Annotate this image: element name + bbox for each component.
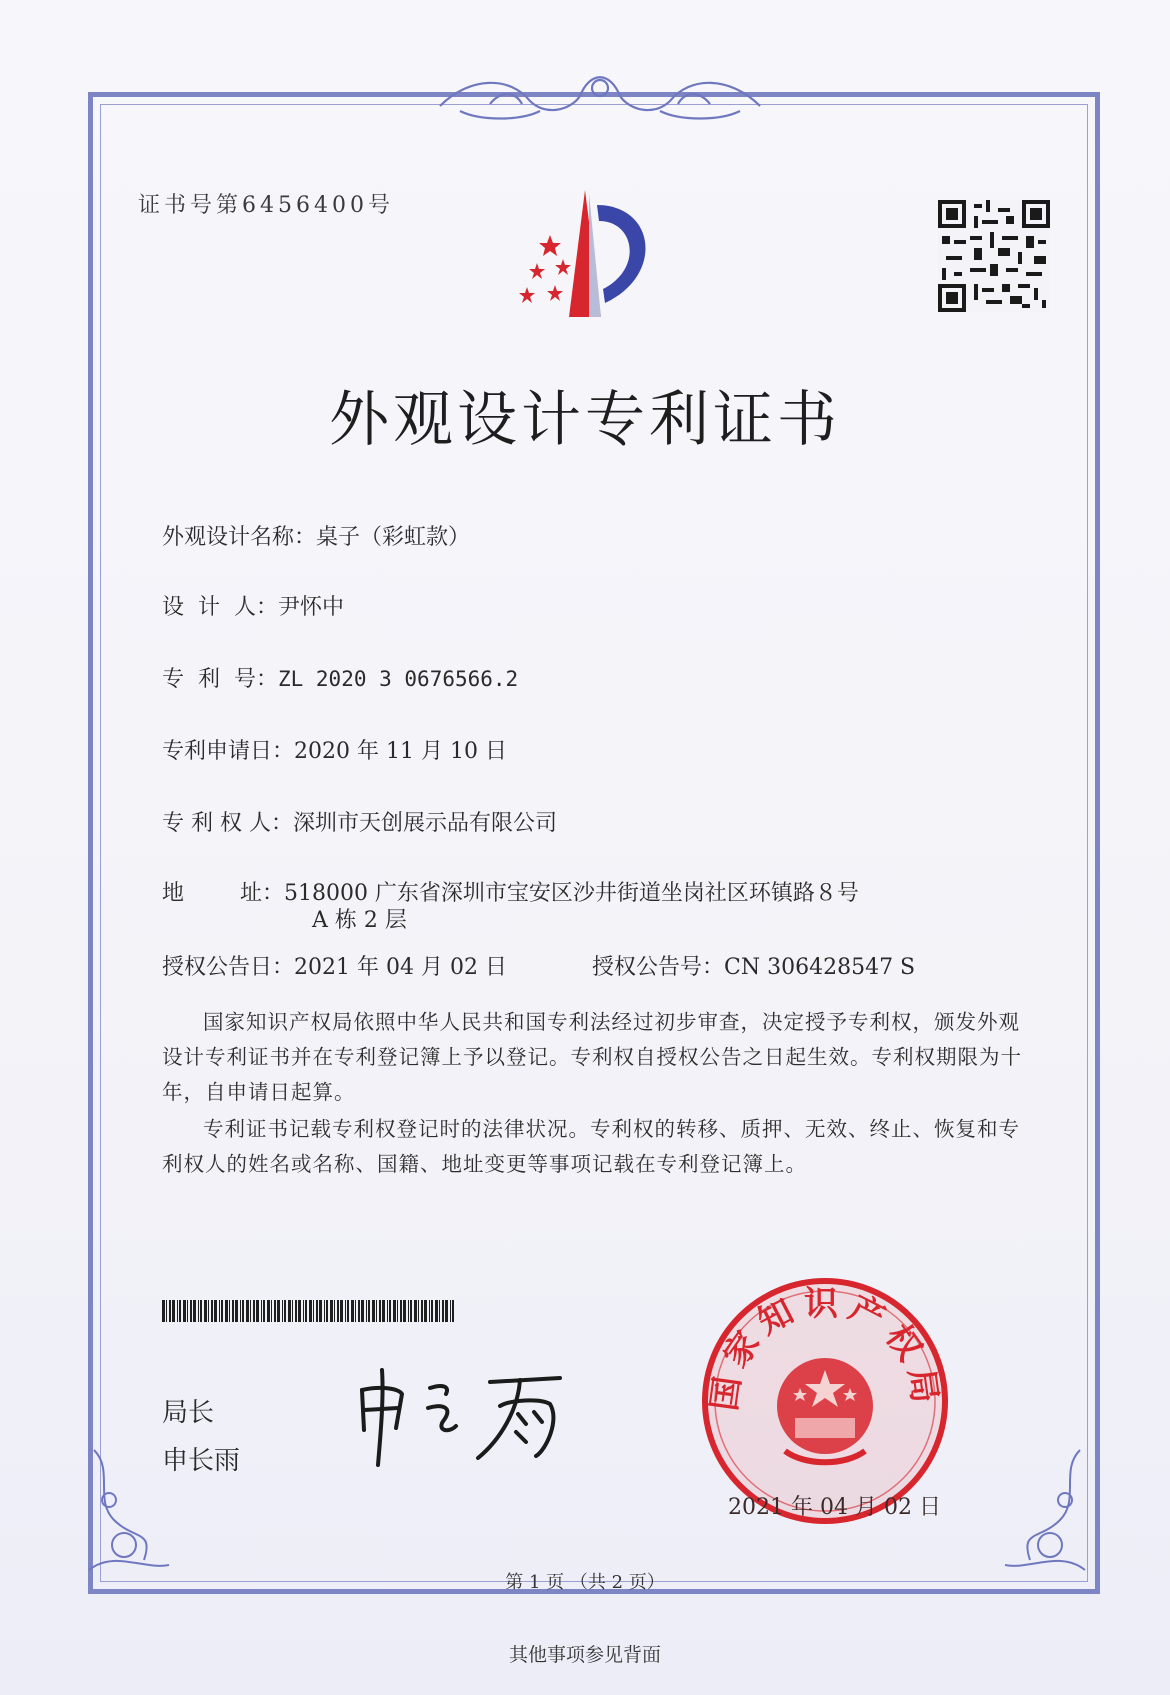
footer-note: 其他事项参见背面	[508, 1644, 661, 1666]
field-value: 2020 年 11 月 10 日	[294, 739, 507, 764]
field-address	[162, 876, 859, 907]
field-label: 专 利 号：	[162, 667, 278, 692]
field-value: 2021 年 04 月 02 日	[294, 955, 507, 980]
corner-ornament-right-icon	[1000, 1440, 1090, 1580]
field-design-name	[162, 520, 470, 551]
field-address-line2: A 栋 2 层	[312, 908, 407, 933]
field-label: 地 址：	[162, 881, 284, 906]
field-value: ZL 2020 3 0676566.2	[277, 667, 519, 691]
field-label: 外观设计名称：	[162, 525, 317, 550]
field-label: 设 计 人：	[162, 595, 278, 620]
field-application-date	[162, 734, 507, 765]
field-publication-number	[592, 950, 915, 981]
field-value: 518000 广东省深圳市宝安区沙井街道坐岗社区环镇路８号	[283, 881, 859, 906]
field-patent-number	[162, 662, 518, 693]
field-label: 专利申请日：	[162, 739, 295, 764]
field-value: CN 306428547 S	[724, 955, 916, 980]
field-publication-date	[162, 950, 507, 981]
certificate-paragraph: 国家知识产权局依照中华人民共和国专利法经过初步审查，决定授予专利权，颁发外观设计专利证书并在专利登记簿上予以登记。专利权自授权公告之日起生效。专利权期限为十年，自申请日起算。	[162, 1010, 1022, 1104]
field-label: 授权公告日：	[162, 955, 295, 980]
director-signature	[350, 1360, 600, 1470]
corner-ornament-left-icon	[84, 1440, 174, 1580]
seal-date: 2021 年 04 月 02 日	[728, 1495, 941, 1520]
top-ornament-icon	[430, 66, 770, 126]
certificate-paragraph: 专利证书记载专利权登记时的法律状况。专利权的转移、质押、无效、终止、恢复和专利权人的姓名或名称、国籍、地址变更等事项记载在专利登记簿上。	[162, 1117, 1020, 1176]
certificate-number: 证书号第6456400号	[138, 193, 394, 218]
page-number: 第 1 页 （共 2 页）	[505, 1572, 665, 1593]
page-title: 外观设计专利证书	[329, 385, 841, 455]
director-name: 申长雨	[162, 1446, 241, 1476]
field-label: 授权公告号：	[592, 955, 725, 980]
field-label: 专 利 权 人：	[162, 811, 293, 836]
field-value: 桌子（彩虹款）	[316, 525, 471, 550]
field-designer	[162, 590, 344, 621]
field-value: 尹怀中	[277, 595, 344, 620]
seal-text: 国家知识产权局	[704, 1284, 946, 1414]
official-seal-icon	[700, 1276, 950, 1526]
barcode-icon	[162, 1300, 457, 1322]
qr-code-icon	[938, 200, 1050, 312]
director-title: 局长	[162, 1398, 215, 1428]
cnipa-logo-icon	[505, 185, 675, 325]
field-value: 深圳市天创展示品有限公司	[292, 811, 557, 836]
field-patentee	[162, 806, 557, 837]
